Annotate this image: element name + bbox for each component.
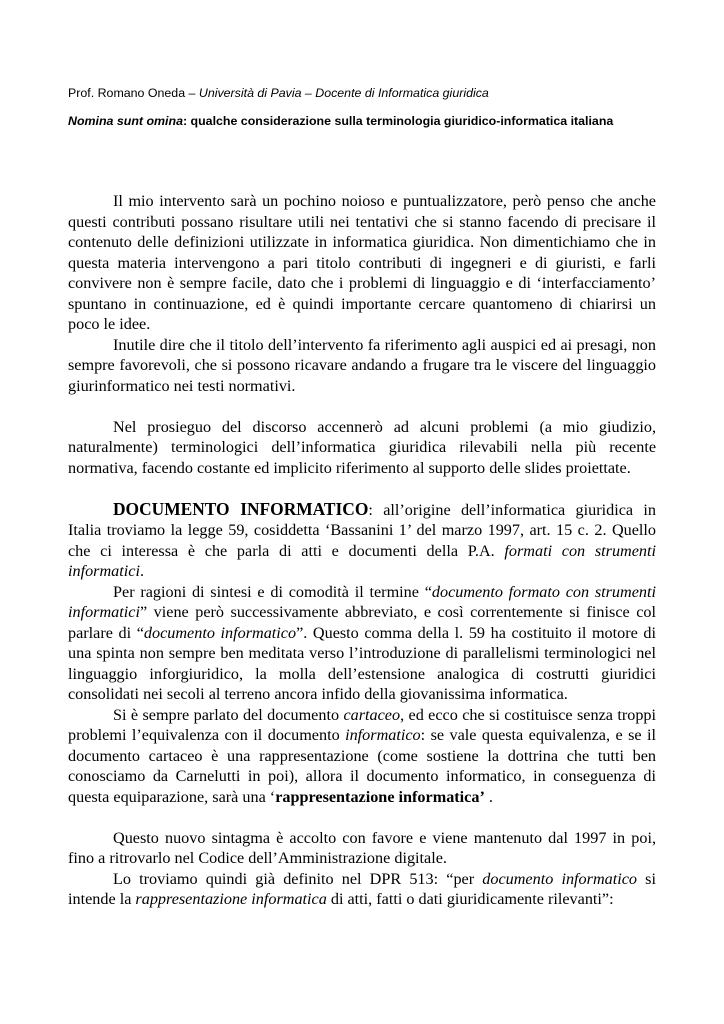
- paragraph-intro: Il mio intervento sarà un pochino noioso e puntualizzatore, però penso che anche questi contributi possano risultare utili nei tentativi che si stanno facendo di precisare il contenuto delle definizioni utilizzate in informatica giuridica. Non dimentichiamo che in questa materia intervengono a pari titolo contributi di ingegneri e di giuristi, e farli convivere non è sempre facile, dato che i problemi di linguaggio e di ‘interfacciamento’ spuntano in continuazione, ed è quindi importante cercare quantomeno di chiarirsi un poco le idee.: [68, 192, 656, 333]
- italic-run: documento formato con strumenti informatici: [68, 582, 656, 621]
- title-latin-phrase: Nomina sunt omina: [68, 114, 183, 128]
- text-run: .: [139, 562, 144, 580]
- italic-run: cartaceo: [343, 705, 401, 724]
- paragraph-dpr-513: [68, 869, 656, 910]
- section-keyword: DOCUMENTO INFORMATICO: [113, 498, 369, 519]
- text-run: Per ragioni di sintesi e di comodità il termine “: [113, 582, 432, 601]
- paragraph-title-explanation: Inutile dire che il titolo dell’intervento fa riferimento agli auspici ed ai presagi, non sempre favorevoli, che si possono ricavare andando a frugare tra le viscere del linguaggio giurinformatico nei testi normativi.: [68, 335, 656, 395]
- text-run: di atti, fatti o dati giuridicamente rilevanti”:: [326, 890, 614, 908]
- bold-run: rappresentazione informatica’: [275, 787, 485, 806]
- text-run: ” viene però successivamente abbreviato, e così correntemente si finisce col parlare di “: [68, 603, 656, 642]
- author-line: [68, 86, 658, 100]
- italic-run: documento informatico: [482, 869, 638, 888]
- author-name: Prof. Romano Oneda –: [68, 86, 199, 100]
- paragraph-documento-informatico: [68, 499, 656, 582]
- italic-run: rappresentazione informatica: [135, 890, 327, 908]
- text-run: Si è sempre parlato del documento: [113, 705, 344, 724]
- author-affiliation: Università di Pavia – Docente di Informatica giuridica: [198, 86, 489, 100]
- paragraph-abbreviation: [68, 582, 656, 705]
- document-body: [68, 191, 656, 910]
- text-run: ”. Questo comma della l. 59 ha costituito il motore di una spinta non sempre ben meditata verso l’introduzione di parallelismi terminologici nel linguaggio inforgiuridico, la molla dell’estensione analogica di costrutti giuridici consolidati nei secoli al terreno ancora infido della giovanissima informatica.: [68, 623, 656, 703]
- italic-run: documento informatico: [143, 623, 297, 642]
- title-subtitle: : qualche considerazione sulla terminologia giuridico-informatica italiana: [182, 114, 614, 128]
- text-run: : all’origine dell’informatica giuridica in Italia troviamo la legge 59, cosiddetta ‘Bassanini 1’ del marzo 1997, art. 15 c. 2. Quello che ci interessa è che parla di atti e documenti della P.A.: [68, 500, 656, 560]
- italic-run: formati con strumenti informatici: [68, 541, 656, 580]
- paragraph-outline: Nel prosieguo del discorso accennerò ad alcuni problemi (a mio giudizio, naturalmente) terminologici dell’informatica giuridica rilevabili nella più recente normativa, facendo costante ed implicito riferimento al supporto delle slides proiettate.: [68, 417, 656, 477]
- text-run: , ed ecco che si costituisce senza troppi problemi l’equivalenza con il documento: [68, 705, 656, 744]
- text-run: : se vale questa equivalenza, e se il documento cartaceo è una rappresentazione (come sostiene la dottrina che tutti ben conosciamo da Carnelutti in poi), allora il documento informatico, in conseguenza di questa equiparazione, sarà una ‘: [68, 726, 656, 806]
- text-run: .: [484, 787, 493, 806]
- italic-run: informatico: [345, 726, 421, 744]
- text-run: Lo troviamo quindi già definito nel DPR 513: “per: [113, 869, 483, 888]
- text-run: si intende la: [68, 869, 656, 908]
- paragraph-new-phrase: Questo nuovo sintagma è accolto con favore e viene mantenuto dal 1997 in poi, fino a ritrovarlo nel Codice dell’Amministrazione digitale.: [68, 828, 656, 867]
- paragraph-equivalence: [68, 705, 656, 808]
- document-title: [68, 110, 658, 132]
